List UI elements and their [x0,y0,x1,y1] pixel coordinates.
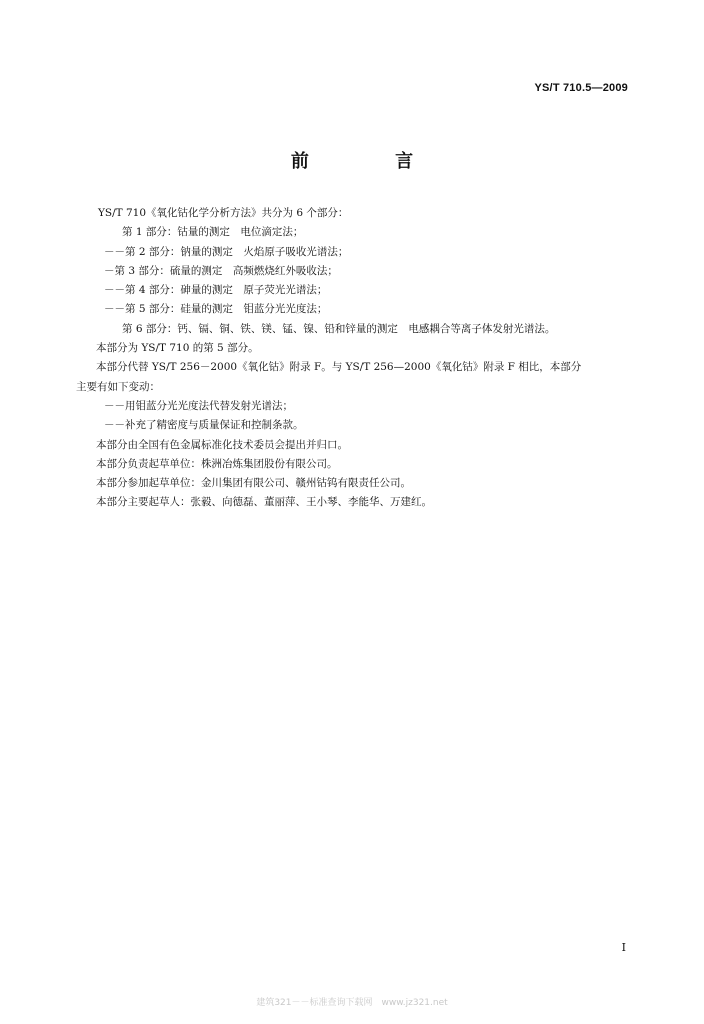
page-number: I [621,941,626,954]
replaces-paragraph: 本部分代替 YS/T 256－2000《氧化钴》附录 F。与 YS/T 256—2000《氧化钴》附录 F 相比，本部分 [96,361,582,374]
foreword-body [76,204,636,513]
drafters-paragraph: 本部分主要起草人：张毅、向德磊、董丽萍、王小琴、李能华、万建红。 [96,496,432,509]
watermark: 建筑321－－标准查询下载网 www.jz321.net [256,998,448,1008]
part-list-item: －第 3 部分：硫量的测定 高频燃烧红外吸收法； [104,264,338,277]
part-list-item: －－第 2 部分：钠量的测定 火焰原子吸收光谱法； [104,245,349,258]
replaces-paragraph-continued: 主要有如下变动： [76,380,160,393]
part-list-item: 第 6 部分：钙、镉、铜、铁、镁、锰、镍、铅和锌量的测定 电感耦合等离子体发射光谱法。 [122,322,556,335]
participating-units-paragraph: 本部分参加起草单位：金川集团有限公司、赣州钴钨有限责任公司。 [96,477,411,490]
responsible-unit-paragraph: 本部分负责起草单位：株洲冶炼集团股份有限公司。 [96,457,338,470]
change-list-item: －－补充了精密度与质量保证和控制条款。 [104,419,304,432]
proposed-by-paragraph: 本部分由全国有色金属标准化技术委员会提出并归口。 [96,438,348,451]
part-list-item: 第 1 部分：钴量的测定 电位滴定法； [122,226,304,239]
standard-code: YS/T 710.5—2009 [534,82,628,94]
intro-paragraph: YS/T 710《氧化钴化学分析方法》共分为 6 个部分： [98,207,349,219]
part-list-item: －－第 5 部分：硅量的测定 钼蓝分光光度法； [104,303,328,316]
this-part-paragraph: 本部分为 YS/T 710 的第 5 部分。 [96,342,259,355]
page-title: 前 言 [290,151,454,172]
change-list-item: －－用钼蓝分光光度法代替发射光谱法； [104,399,293,412]
part-list-item: －－第 4 部分：砷量的测定 原子荧光光谱法； [104,284,328,297]
